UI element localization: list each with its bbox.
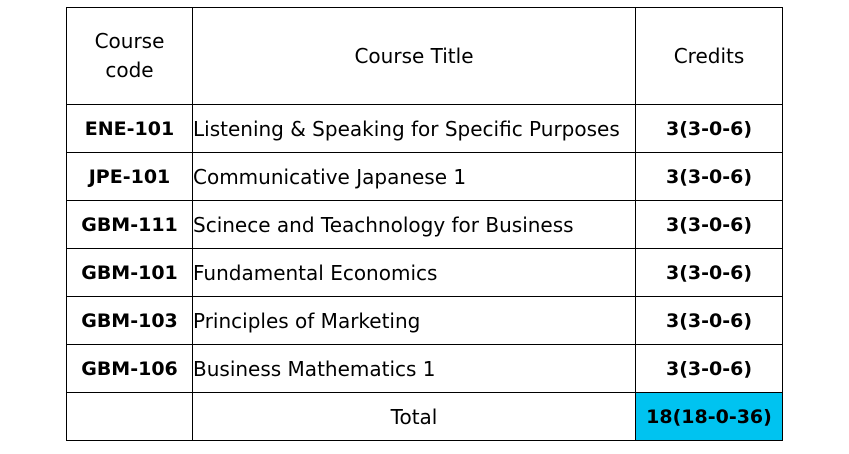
cell-credits: 3(3-0-6) — [636, 249, 783, 297]
cell-credits: 3(3-0-6) — [636, 201, 783, 249]
table-row — [67, 345, 783, 393]
cell-credits: 3(3-0-6) — [636, 345, 783, 393]
cell-credits: 3(3-0-6) — [636, 297, 783, 345]
table-row — [67, 105, 783, 153]
cell-course-title: Fundamental Economics — [193, 249, 636, 297]
cell-course-code: ENE-101 — [67, 105, 193, 153]
cell-course-code: JPE-101 — [67, 153, 193, 201]
cell-course-title: Business Mathematics 1 — [193, 345, 636, 393]
column-header-course-title: Course Title — [193, 8, 636, 105]
cell-credits: 3(3-0-6) — [636, 105, 783, 153]
table-header-row — [67, 8, 783, 105]
course-table — [66, 7, 783, 441]
cell-empty — [67, 393, 193, 441]
cell-course-title: Principles of Marketing — [193, 297, 636, 345]
cell-course-code: GBM-106 — [67, 345, 193, 393]
total-label: Total — [193, 393, 636, 441]
cell-course-code: GBM-111 — [67, 201, 193, 249]
cell-course-title: Listening & Speaking for Specific Purposes — [193, 105, 636, 153]
table-row — [67, 153, 783, 201]
cell-course-title: Communicative Japanese 1 — [193, 153, 636, 201]
table-row — [67, 249, 783, 297]
column-header-credits: Credits — [636, 8, 783, 105]
cell-credits: 3(3-0-6) — [636, 153, 783, 201]
course-code-header-line-1: Course — [94, 29, 165, 53]
course-code-header-line-2: code — [105, 58, 154, 82]
table-total-row — [67, 393, 783, 441]
cell-course-title: Scinece and Teachnology for Business — [193, 201, 636, 249]
column-header-course-code — [67, 8, 193, 105]
table-row — [67, 297, 783, 345]
table-row — [67, 201, 783, 249]
cell-course-code: GBM-103 — [67, 297, 193, 345]
cell-course-code: GBM-101 — [67, 249, 193, 297]
total-credits-value: 18(18-0-36) — [636, 393, 783, 441]
